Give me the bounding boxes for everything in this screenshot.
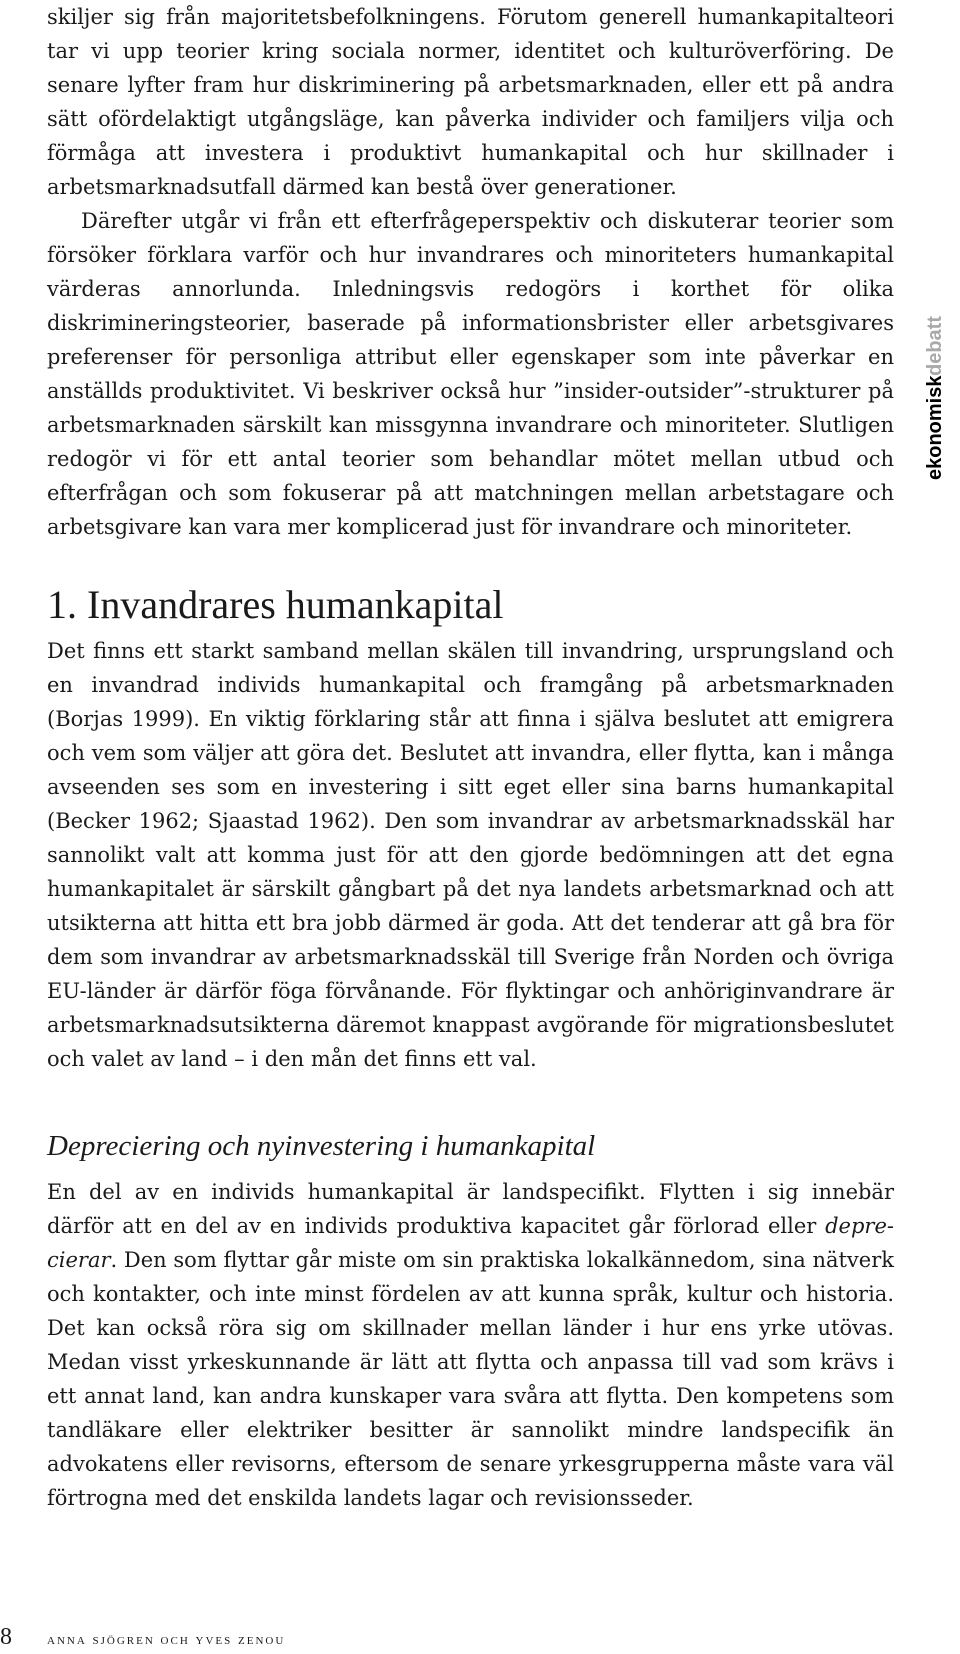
page-number: 8 xyxy=(0,1624,12,1650)
running-author: anna sjögren och yves zenou xyxy=(47,1632,286,1648)
subsection-italic-term: deprecierar xyxy=(47,1214,894,1272)
intro-text xyxy=(47,0,894,544)
section-paragraph: Det finns ett starkt samband mellan skälen till invandring, ursprungsland och en invandrad individs humankapital och framgång på arbetsmarknaden (Borjas 1999). En viktig förklaring står att finna i själva beslutet att emigrera och vem som väljer att göra det. Beslutet att invandra, eller flytta, kan i många avseenden ses som en investering i sitt eget eller sina barns humankapital (Becker 1962; Sjaastad 1962). Den som invandrar av arbetsmarknadsskäl har sannolikt valt att komma just för att den gjorde bedömningen att det egna humankapitalet är särskilt gångbart på det nya landets arbetsmarknad och att utsikterna att hitta ett bra jobb därmed är goda. Att det tenderar att gå bra för dem som invandrar av arbetsmarknadsskäl till Sverige från Norden och övriga EU-länder är därför föga förvånande. För flyktingar och anhöriginvandrare är arbetsmarknadsutsikterna däremot knappast avgörande för migrationsbeslutet och valet av land – i den mån det finns ett val. xyxy=(47,639,894,1071)
subsection-paragraph-start: En del av en individs humankapital är landspecifikt. Flytten i sig innebär därför att en del av en individs produktiva kapacitet går förlorad eller xyxy=(47,1180,894,1238)
section-heading: 1. Invandrares humankapital xyxy=(47,582,504,627)
subsection-paragraph-end: . Den som flyttar går miste om sin praktiska lokalkännedom, sina nätverk och kontakter, och inte minst fördelen av att kunna språk, kultur och historia. Det kan också röra sig om skillnader mellan länder i hur ens yrke utövas. Medan visst yrkeskunnande är lätt att flytta och anpassa till vad som krävs i ett annat land, kan andra kunskaper vara svåra att flytta. Den kompetens som tandläkare eller elektriker besitter är sannolikt mindre landspecifik än advokatens eller revisorns, eftersom de senare yrkesgrupperna måste vara väl förtrogna med det enskilda landets lagar och revisionsseder. xyxy=(47,1248,894,1510)
side-label-part2: debatt xyxy=(924,315,946,376)
side-label-part1: ekonomisk xyxy=(924,375,946,481)
intro-paragraph-2: Därefter utgår vi från ett efterfrågeperspektiv och diskuterar teorier som försöker förklara varför och hur invandrares och minoriteters humankapital värderas annorlunda. Inledningsvis redogörs i korthet för olika diskrimineringsteorier, baserade på informationsbrister eller arbetsgivares preferenser för personliga attribut eller egenskaper som inte påverkar en anställds produktivitet. Vi beskriver också hur ”insider-outsider”-strukturer på arbetsmarknaden särskilt kan missgynna invandrare och minoriteter. Slutligen redogör vi för ett antal teorier som behandlar mötet mellan utbud och efterfrågan och som fokuserar på att matchningen mellan arbetstagare och arbetsgivare kan vara mer komplicerad just för invandrare och minoriteter. xyxy=(47,209,894,539)
page-footer xyxy=(0,1620,960,1654)
subsection-heading: Depreciering och nyinvestering i humankapital xyxy=(47,1130,596,1162)
subsection-paragraph xyxy=(47,1175,894,1515)
subsection-body xyxy=(47,1175,894,1515)
section-body xyxy=(47,634,894,1076)
journal-side-label xyxy=(920,298,950,498)
intro-paragraph-1: skiljer sig från majoritetsbefolkningens. Förutom generell humankapitalteori tar vi upp teorier kring sociala normer, identitet och kulturöverföring. De senare lyfter fram hur diskriminering på arbetsmarknaden, eller ett på andra sätt ofördelaktigt utgångsläge, kan påverka individer och familjers vilja och förmåga att investera i produktivt humankapital och hur skillnader i arbetsmarknadsutfall därmed kan bestå över generationer. xyxy=(47,5,894,199)
